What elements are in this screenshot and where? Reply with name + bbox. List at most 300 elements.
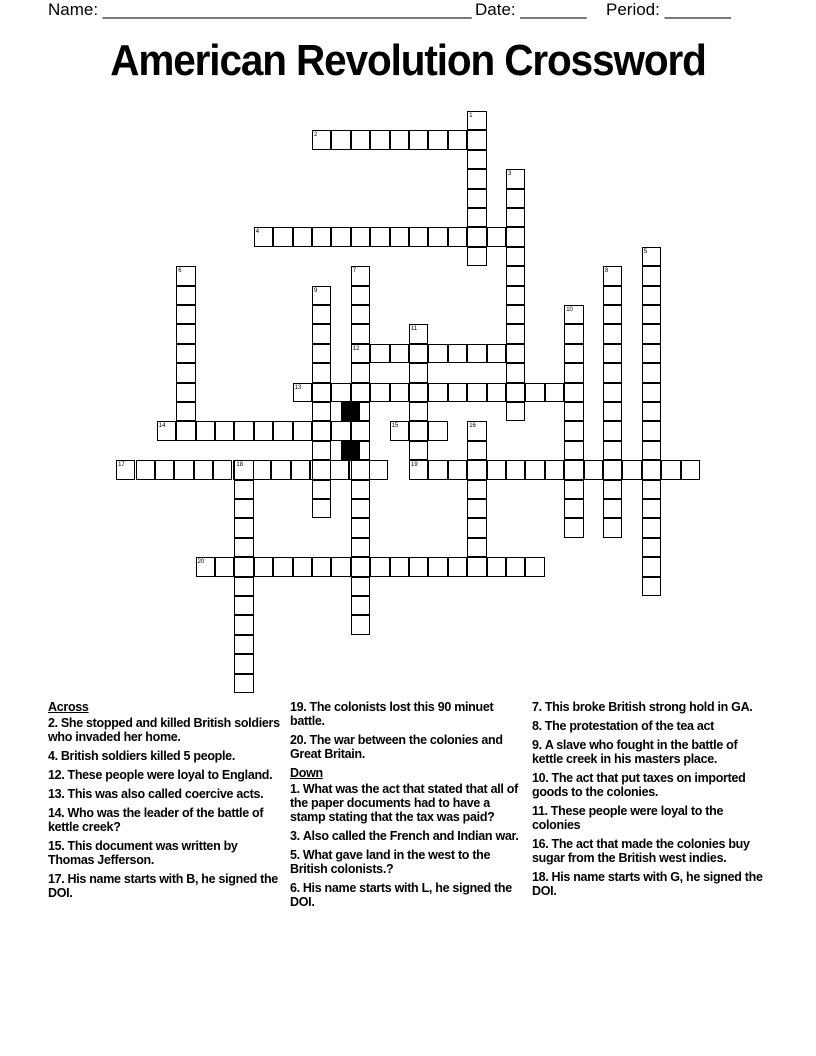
crossword-cell[interactable]	[234, 518, 253, 537]
crossword-cell[interactable]	[467, 150, 486, 169]
crossword-cell[interactable]	[603, 402, 622, 421]
clue-across-14	[48, 806, 280, 834]
crossword-cell[interactable]	[448, 130, 467, 149]
crossword-cell[interactable]	[351, 363, 370, 382]
crossword-cell[interactable]	[564, 344, 583, 363]
clue-number: 3.	[290, 829, 300, 843]
clue-number-label: 14	[158, 423, 166, 430]
clue-number-label: 10	[566, 307, 573, 313]
crossword-cell[interactable]	[312, 383, 331, 402]
clue-number: 2.	[48, 716, 58, 730]
crossword-cell[interactable]	[273, 421, 292, 440]
clue-number: 4.	[48, 749, 58, 763]
crossword-cell[interactable]	[428, 344, 447, 363]
crossword-cell[interactable]	[564, 383, 583, 402]
clue-text: The war between the colonies and Great Britain.	[290, 733, 503, 761]
clue-number-label: 16	[469, 423, 476, 430]
clue-text: His name starts with L, he signed the DOI.	[290, 881, 512, 909]
clue-number-label: 9	[314, 287, 318, 294]
crossword-cell[interactable]	[234, 460, 253, 479]
crossword-cell[interactable]	[506, 460, 525, 479]
crossword-cell[interactable]	[351, 344, 370, 363]
crossword-cell[interactable]	[390, 227, 409, 246]
crossword-cell[interactable]	[642, 286, 661, 305]
crossword-cell[interactable]	[331, 227, 350, 246]
crossword-cell[interactable]	[603, 324, 622, 343]
crossword-cell[interactable]	[234, 596, 253, 615]
crossword-cell[interactable]	[467, 441, 486, 460]
clue-number-label: 20	[197, 559, 205, 566]
crossword-cell[interactable]	[448, 344, 467, 363]
crossword-cell[interactable]	[312, 499, 331, 518]
crossword-cell[interactable]	[351, 227, 370, 246]
clue-text: Who was the leader of the battle of kettle creek?	[48, 806, 264, 834]
crossword-cell[interactable]	[603, 363, 622, 382]
crossword-cell[interactable]	[215, 557, 234, 576]
crossword-cell[interactable]	[312, 363, 331, 382]
clue-text: His name starts with B, he signed the DOI.	[48, 872, 278, 900]
crossword-cell[interactable]	[293, 421, 312, 440]
clue-number: 12.	[48, 768, 65, 782]
crossword-cell[interactable]	[467, 518, 486, 537]
crossword-cell[interactable]	[603, 499, 622, 518]
crossword-cell[interactable]	[312, 286, 331, 305]
crossword-cell[interactable]	[234, 577, 253, 596]
clue-number: 18.	[532, 870, 549, 884]
crossword-cell[interactable]	[213, 460, 232, 479]
clue-number-label: 1	[469, 113, 473, 119]
crossword-cell[interactable]	[603, 460, 622, 479]
crossword-cell[interactable]	[525, 460, 544, 479]
crossword-cell[interactable]	[409, 227, 428, 246]
clue-number: 9.	[532, 738, 542, 752]
crossword-cell[interactable]	[603, 286, 622, 305]
clue-down-3	[290, 829, 522, 843]
crossword-cell[interactable]	[312, 421, 331, 440]
clue-number-label: 18	[236, 462, 244, 469]
crossword-cell[interactable]	[409, 557, 428, 576]
crossword-cell[interactable]	[487, 557, 506, 576]
crossword-cell[interactable]	[448, 383, 467, 402]
crossword-cell[interactable]	[487, 344, 506, 363]
crossword-cell[interactable]	[368, 460, 387, 479]
crossword-cell[interactable]	[564, 402, 583, 421]
name-field[interactable]: Name: _______________________________________	[48, 0, 472, 19]
clue-across-17	[48, 872, 280, 900]
crossword-cell[interactable]	[467, 111, 486, 130]
crossword-cell[interactable]	[293, 383, 312, 402]
crossword-cell[interactable]	[409, 421, 428, 440]
clue-number-label: 11	[411, 326, 418, 333]
clue-across-20	[290, 733, 522, 761]
crossword-cell[interactable]	[273, 557, 292, 576]
clue-number-label: 12	[352, 345, 360, 352]
crossword-cell[interactable]	[487, 460, 506, 479]
crossword-cell[interactable]	[252, 460, 271, 479]
crossword-cell[interactable]	[312, 480, 331, 499]
crossword-cell[interactable]	[351, 460, 370, 479]
clue-across-12	[48, 768, 280, 782]
clues-column-3	[532, 700, 764, 903]
crossword-cell[interactable]	[409, 344, 428, 363]
clue-text: What gave land in the west to the British colonists.?	[290, 848, 491, 876]
crossword-cell[interactable]	[234, 480, 253, 499]
crossword-cell[interactable]	[293, 227, 312, 246]
crossword-cell[interactable]	[176, 363, 195, 382]
crossword-cell[interactable]	[370, 383, 389, 402]
crossword-cell[interactable]	[642, 266, 661, 285]
clue-number: 14.	[48, 806, 65, 820]
crossword-cell[interactable]	[681, 460, 700, 479]
crossword-cell[interactable]	[176, 344, 195, 363]
clue-number: 7.	[532, 700, 542, 714]
clue-down-7	[532, 700, 764, 714]
crossword-cell[interactable]	[564, 421, 583, 440]
crossword-cell[interactable]	[603, 344, 622, 363]
crossword-cell[interactable]	[506, 227, 525, 246]
clue-number-label: 13	[294, 384, 302, 391]
crossword-cell[interactable]	[467, 499, 486, 518]
crossword-cell[interactable]	[467, 538, 486, 557]
crossword-cell[interactable]	[467, 557, 486, 576]
crossword-cell[interactable]	[642, 557, 661, 576]
crossword-cell[interactable]	[506, 208, 525, 227]
crossword-cell[interactable]	[622, 460, 641, 479]
crossword-cell[interactable]	[370, 557, 389, 576]
clue-across-15	[48, 839, 280, 867]
clue-number-label: 17	[118, 462, 125, 469]
crossword-cell[interactable]	[234, 421, 253, 440]
clue-down-1	[290, 782, 522, 824]
crossword-cell[interactable]	[312, 305, 331, 324]
crossword-cell[interactable]	[642, 402, 661, 421]
crossword-cell[interactable]	[428, 421, 447, 440]
crossword-cell[interactable]	[642, 441, 661, 460]
crossword-cell[interactable]	[312, 227, 331, 246]
crossword-cell[interactable]	[176, 266, 195, 285]
clue-number: 19.	[290, 700, 307, 714]
crossword-cell[interactable]	[370, 227, 389, 246]
clue-across-19	[290, 700, 522, 728]
crossword-cell[interactable]	[506, 305, 525, 324]
clue-text: This document was written by Thomas Jefferson.	[48, 839, 238, 867]
crossword-cell[interactable]	[467, 208, 486, 227]
crossword-cell[interactable]	[351, 518, 370, 537]
crossword-cell[interactable]	[409, 402, 428, 421]
crossword-cell[interactable]	[448, 557, 467, 576]
crossword-cell[interactable]	[642, 480, 661, 499]
clue-number-label: 5	[643, 248, 648, 255]
crossword-cell[interactable]	[428, 130, 447, 149]
crossword-cell[interactable]	[428, 383, 447, 402]
crossword-cell[interactable]	[116, 460, 135, 479]
crossword-cell[interactable]	[312, 130, 331, 149]
crossword-cell[interactable]	[312, 557, 331, 576]
date-field[interactable]: Date: _______	[475, 0, 587, 19]
crossword-cell[interactable]	[234, 557, 253, 576]
crossword-cell[interactable]	[176, 383, 195, 402]
crossword-cell[interactable]	[351, 577, 370, 596]
crossword-cell[interactable]	[506, 286, 525, 305]
crossword-cell[interactable]	[467, 247, 486, 266]
clue-number: 8.	[532, 719, 542, 733]
crossword-cell[interactable]	[351, 324, 370, 343]
clue-down-10	[532, 771, 764, 799]
crossword-cell[interactable]	[448, 460, 467, 479]
crossword-cell[interactable]	[254, 421, 273, 440]
crossword-cell[interactable]	[642, 324, 661, 343]
crossword-cell[interactable]	[390, 421, 409, 440]
clue-number-label: 4	[255, 229, 260, 236]
clue-number-label: 2	[314, 132, 318, 139]
crossword-cell[interactable]	[312, 344, 331, 363]
crossword-cell[interactable]	[273, 227, 292, 246]
crossword-cell[interactable]	[271, 460, 290, 479]
crossword-cell[interactable]	[234, 615, 253, 634]
clue-number: 16.	[532, 837, 549, 851]
crossword-cell[interactable]	[351, 266, 370, 285]
crossword-cell[interactable]	[351, 421, 370, 440]
clue-down-16	[532, 837, 764, 865]
clue-text: British soldiers killed 5 people.	[60, 749, 236, 763]
clue-down-11	[532, 804, 764, 832]
clue-number-label: 6	[178, 268, 182, 275]
crossword-cell[interactable]	[506, 383, 525, 402]
crossword-cell[interactable]	[176, 421, 195, 440]
crossword-cell[interactable]	[564, 460, 583, 479]
crossword-cell[interactable]	[331, 130, 350, 149]
clue-down-5	[290, 848, 522, 876]
clue-text: The act that put taxes on imported goods to the colonies.	[532, 771, 746, 799]
crossword-cell[interactable]	[176, 324, 195, 343]
clue-number: 10.	[532, 771, 549, 785]
clue-number: 17.	[48, 872, 65, 886]
crossword-cell[interactable]	[331, 383, 350, 402]
clue-number: 6.	[290, 881, 300, 895]
crossword-cell[interactable]	[467, 480, 486, 499]
crossword-cell[interactable]	[467, 189, 486, 208]
clue-number: 1.	[290, 782, 300, 796]
crossword-cell[interactable]	[642, 577, 661, 596]
crossword-cell[interactable]	[409, 363, 428, 382]
crossword-cell[interactable]	[642, 383, 661, 402]
crossword-cell[interactable]	[564, 305, 583, 324]
crossword-cell[interactable]	[390, 383, 409, 402]
clues-column-1	[48, 700, 280, 905]
crossword-cell[interactable]	[351, 305, 370, 324]
clue-number: 20.	[290, 733, 307, 747]
crossword-cell[interactable]	[155, 460, 174, 479]
crossword-cell[interactable]	[467, 383, 486, 402]
clue-text: The protestation of the tea act	[544, 719, 715, 733]
crossword-cell[interactable]	[194, 460, 213, 479]
crossword-cell[interactable]	[254, 227, 273, 246]
clue-down-9	[532, 738, 764, 766]
clue-number: 11.	[532, 804, 548, 818]
crossword-cell[interactable]	[176, 305, 195, 324]
crossword-cell[interactable]	[564, 363, 583, 382]
clue-number-label: 19	[411, 462, 418, 469]
page-title: American Revolution Crossword	[110, 36, 706, 85]
crossword-cell[interactable]	[351, 383, 370, 402]
crossword-cell[interactable]	[312, 402, 331, 421]
crossword-cell[interactable]	[390, 557, 409, 576]
clue-number: 5.	[290, 848, 300, 862]
clue-text: Also called the French and Indian war.	[302, 829, 519, 843]
crossword-cell[interactable]	[564, 441, 583, 460]
crossword-cell[interactable]	[661, 460, 680, 479]
crossword-cell[interactable]	[234, 635, 253, 654]
down-heading: Down	[290, 766, 323, 780]
crossword-cell[interactable]	[467, 169, 486, 188]
crossword-cell[interactable]	[642, 421, 661, 440]
crossword-black-square	[341, 402, 360, 421]
period-field[interactable]: Period: _______	[606, 0, 731, 19]
crossword-cell[interactable]	[603, 305, 622, 324]
crossword-cell[interactable]	[487, 227, 506, 246]
crossword-cell[interactable]	[603, 518, 622, 537]
crossword-cell[interactable]	[525, 557, 544, 576]
clue-number-label: 3	[508, 171, 512, 178]
crossword-cell[interactable]	[506, 189, 525, 208]
clue-text: This broke British strong hold in GA.	[544, 700, 753, 714]
clue-number: 13.	[48, 787, 65, 801]
crossword-cell[interactable]	[467, 344, 486, 363]
crossword-cell[interactable]	[136, 460, 155, 479]
crossword-cell[interactable]	[351, 538, 370, 557]
crossword-cell[interactable]	[409, 130, 428, 149]
crossword-cell[interactable]	[545, 460, 564, 479]
clue-text: This was also called coercive acts.	[67, 787, 264, 801]
crossword-cell[interactable]	[330, 460, 349, 479]
clue-text: These people were loyal to England.	[67, 768, 273, 782]
crossword-cell[interactable]	[506, 344, 525, 363]
crossword-cell[interactable]	[506, 363, 525, 382]
crossword-cell[interactable]	[506, 324, 525, 343]
clue-text: The colonists lost this 90 minuet battle.	[290, 700, 494, 728]
clue-number-label: 8	[605, 268, 609, 275]
crossword-cell[interactable]	[506, 557, 525, 576]
crossword-cell[interactable]	[525, 383, 544, 402]
crossword-cell[interactable]	[351, 130, 370, 149]
crossword-cell[interactable]	[351, 615, 370, 634]
clue-down-8	[532, 719, 764, 733]
crossword-cell[interactable]	[603, 480, 622, 499]
crossword-cell[interactable]	[642, 305, 661, 324]
crossword-cell[interactable]	[467, 460, 486, 479]
crossword-cell[interactable]	[564, 499, 583, 518]
clue-text: A slave who fought in the battle of kettle creek in his masters place.	[532, 738, 738, 766]
clue-across-4	[48, 749, 280, 763]
crossword-cell[interactable]	[293, 557, 312, 576]
crossword-cell[interactable]	[351, 286, 370, 305]
crossword-cell[interactable]	[467, 130, 486, 149]
crossword-cell[interactable]	[428, 557, 447, 576]
clue-down-18	[532, 870, 764, 898]
crossword-cell[interactable]	[174, 460, 193, 479]
clue-across-2	[48, 716, 280, 744]
crossword-cell[interactable]	[642, 499, 661, 518]
crossword-cell[interactable]	[642, 363, 661, 382]
crossword-cell[interactable]	[448, 227, 467, 246]
crossword-cell[interactable]	[351, 480, 370, 499]
crossword-cell[interactable]	[390, 130, 409, 149]
crossword-cell[interactable]	[291, 460, 310, 479]
crossword-cell[interactable]	[428, 227, 447, 246]
crossword-cell[interactable]	[564, 324, 583, 343]
crossword-cell[interactable]	[603, 383, 622, 402]
crossword-cell[interactable]	[545, 383, 564, 402]
clue-text: These people were loyal to the colonies	[532, 804, 724, 832]
crossword-cell[interactable]	[196, 421, 215, 440]
crossword-cell[interactable]	[506, 169, 525, 188]
crossword-cell[interactable]	[331, 421, 350, 440]
crossword-cell[interactable]	[157, 421, 176, 440]
crossword-cell[interactable]	[254, 557, 273, 576]
crossword-cell[interactable]	[564, 518, 583, 537]
crossword-cell[interactable]	[390, 344, 409, 363]
crossword-cell[interactable]	[234, 499, 253, 518]
crossword-cell[interactable]	[331, 557, 350, 576]
crossword-cell[interactable]	[603, 441, 622, 460]
crossword-cell[interactable]	[467, 227, 486, 246]
crossword-cell[interactable]	[642, 538, 661, 557]
crossword-cell[interactable]	[176, 402, 195, 421]
crossword-cell[interactable]	[642, 247, 661, 266]
crossword-cell[interactable]	[642, 344, 661, 363]
crossword-cell[interactable]	[409, 460, 428, 479]
clue-text: What was the act that stated that all of the paper documents had to have a stamp stating that the tax was paid?	[290, 782, 518, 824]
crossword-cell[interactable]	[506, 402, 525, 421]
crossword-black-square	[341, 441, 360, 460]
crossword-cell[interactable]	[564, 480, 583, 499]
crossword-cell[interactable]	[312, 324, 331, 343]
clue-text: His name starts with G, he signed the DOI.	[532, 870, 763, 898]
crossword-cell[interactable]	[351, 557, 370, 576]
crossword-cell[interactable]	[351, 499, 370, 518]
clue-text: She stopped and killed British soldiers who invaded her home.	[48, 716, 280, 744]
crossword-cell[interactable]	[234, 538, 253, 557]
crossword-cell[interactable]	[196, 557, 215, 576]
crossword-cell[interactable]	[234, 674, 253, 693]
crossword-cell[interactable]	[215, 421, 234, 440]
crossword-cell[interactable]	[603, 266, 622, 285]
crossword-cell[interactable]	[584, 460, 603, 479]
crossword-cell[interactable]	[409, 383, 428, 402]
clue-text: The act that made the colonies buy sugar from the British west indies.	[532, 837, 750, 865]
crossword-cell[interactable]	[409, 441, 428, 460]
crossword-cell[interactable]	[351, 596, 370, 615]
crossword-cell[interactable]	[603, 421, 622, 440]
crossword-cell[interactable]	[409, 324, 428, 343]
crossword-cell[interactable]	[428, 460, 447, 479]
crossword-cell[interactable]	[467, 421, 486, 440]
crossword-cell[interactable]	[370, 344, 389, 363]
crossword-cell[interactable]	[506, 247, 525, 266]
across-heading: Across	[48, 700, 89, 714]
crossword-cell[interactable]	[506, 266, 525, 285]
crossword-cell[interactable]	[487, 383, 506, 402]
crossword-cell[interactable]	[642, 518, 661, 537]
clue-number-label: 15	[391, 423, 399, 430]
crossword-cell[interactable]	[642, 460, 661, 479]
clues-column-2	[290, 700, 522, 914]
crossword-cell[interactable]	[176, 286, 195, 305]
crossword-cell[interactable]	[312, 441, 331, 460]
crossword-cell[interactable]	[312, 460, 331, 479]
crossword-cell[interactable]	[370, 130, 389, 149]
crossword-cell[interactable]	[234, 654, 253, 673]
